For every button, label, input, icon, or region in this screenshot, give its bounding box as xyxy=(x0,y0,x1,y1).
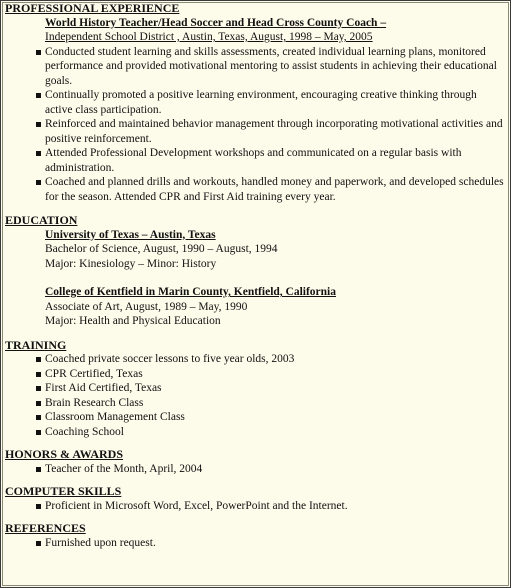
section-heading-honors: HONORS & AWARDS xyxy=(5,447,124,461)
bullet-icon xyxy=(36,357,41,362)
section-heading-training: TRAINING xyxy=(5,337,67,352)
list-item: Proficient in Microsoft Word, Excel, PowerPoint and the Internet. xyxy=(5,499,505,514)
education-entry xyxy=(45,228,505,272)
school-name: College of Kentfield in Marin County, Kentfield, California xyxy=(45,286,336,298)
bullet-icon xyxy=(36,467,41,472)
list-item: Classroom Management Class xyxy=(5,410,505,425)
computer-bullet-list xyxy=(5,499,505,514)
list-item: Continually promoted a positive learning environment, encouraging creative thinking through active class participation. xyxy=(5,88,505,117)
section-heading-education: EDUCATION xyxy=(5,213,78,227)
section-heading-references: REFERENCES xyxy=(5,521,86,535)
section-heading-computer-skills: COMPUTER SKILLS xyxy=(5,484,122,498)
bullet-icon xyxy=(36,122,41,127)
degree-line: Bachelor of Science, August, 1990 – August, 1994 xyxy=(45,243,278,255)
education-entry xyxy=(45,285,505,329)
list-item: Coaching School xyxy=(5,425,505,440)
training-bullet-list xyxy=(5,352,505,439)
bullet-icon xyxy=(36,541,41,546)
major-line: Major: Kinesiology – Minor: History xyxy=(45,257,217,270)
list-item: Conducted student learning and skills assessments, created individual learning plans, monitored performance and provided motivational mentoring to assist students in achieving their educational goals. xyxy=(5,45,505,89)
bullet-icon xyxy=(36,504,41,509)
honors-bullet-list xyxy=(5,462,505,477)
list-item: Reinforced and maintained behavior management through incorporating motivational activities and positive reinforcement. xyxy=(5,117,505,146)
bullet-icon xyxy=(36,93,41,98)
section-heading-experience: PROFESSIONAL EXPERIENCE xyxy=(5,1,180,15)
list-item: Furnished upon request. xyxy=(5,536,505,551)
bullet-icon xyxy=(36,50,41,55)
bullet-icon xyxy=(36,415,41,420)
bullet-icon xyxy=(36,386,41,391)
list-item: Coached private soccer lessons to five year olds, 2003 xyxy=(5,352,505,367)
major-line: Major: Health and Physical Education xyxy=(45,315,221,327)
list-item: Attended Professional Development workshops and communicated on a regular basis with administration. xyxy=(5,146,505,175)
bullet-icon xyxy=(36,372,41,377)
list-item: CPR Certified, Texas xyxy=(5,367,505,382)
bullet-icon xyxy=(36,180,41,185)
degree-line: Associate of Art, August, 1989 – May, 1990 xyxy=(45,300,248,313)
experience-bullet-list xyxy=(5,45,505,205)
school-name: University of Texas – Austin, Texas xyxy=(45,228,216,241)
bullet-icon xyxy=(36,151,41,156)
resume-document xyxy=(5,1,505,550)
list-item: Coached and planned drills and workouts, handled money and paperwork, and developed schedules for the season. Attended CPR and First Aid training every year. xyxy=(5,175,505,204)
employer-line: Independent School District , Austin, Texas, August, 1998 – May, 2005 xyxy=(45,31,373,43)
list-item: First Aid Certified, Texas xyxy=(5,381,505,396)
references-bullet-list xyxy=(5,536,505,551)
job-title: World History Teacher/Head Soccer and Head Cross County Coach – xyxy=(45,16,387,29)
bullet-icon xyxy=(36,430,41,435)
list-item: Brain Research Class xyxy=(5,396,505,411)
list-item: Teacher of the Month, April, 2004 xyxy=(5,462,505,477)
bullet-icon xyxy=(36,401,41,406)
